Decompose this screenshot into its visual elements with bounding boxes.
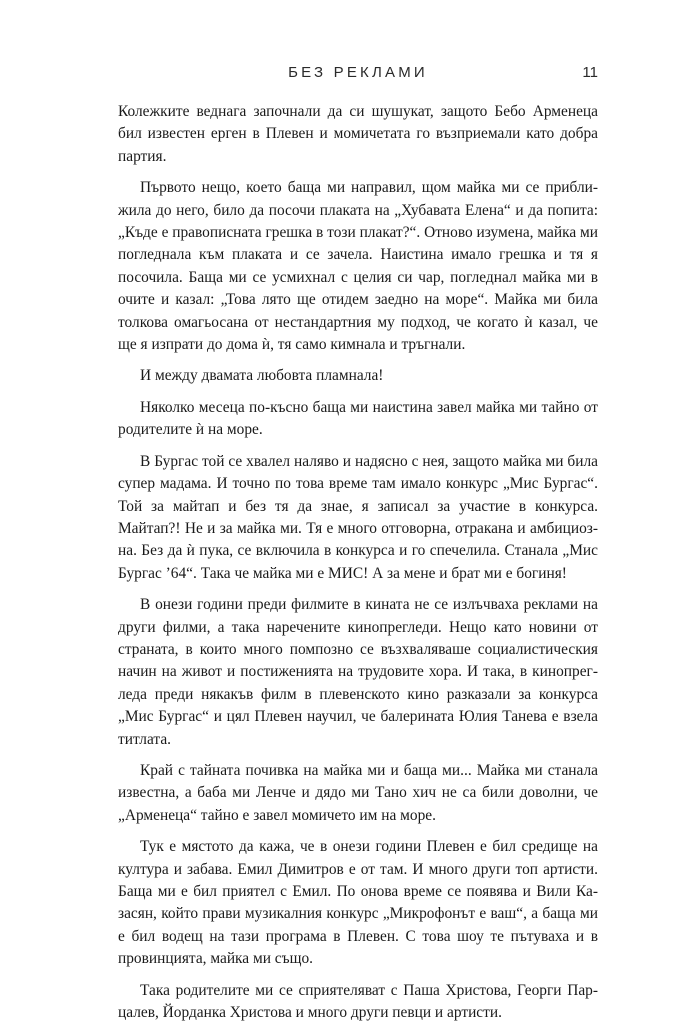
body-text <box>118 101 598 1033</box>
page-header <box>118 60 598 88</box>
paragraph: Тук е мястото да кажа, че в онези години Плевен е бил средище на култура и забава. Емил Димитров е от там. И много други топ артисти. Баща ми е бил приятел с Емил. По онова време се появява и Вили Казасян, който прави музикалния конкурс „Микрофонът е ваш“, а баща ми е бил водещ на тази програма в Плевен. С това шоу те пътуваха и в провинцията, майка ми също. <box>118 838 598 968</box>
paragraph: Край с тайната почивка на майка ми и баща ми... Майка ми станала известна, а баба ми Ленче и дядо ми Тано хич не са били доволни, че „Арменеца“ тайно е завел момичето им на море. <box>118 761 598 824</box>
paragraph: В Бургас той се хвалел наляво и надясно с нея, защото майка ми била супер мадама. И точно по това време там имало конкурс „Мис Бургас“. Той за майтап и без тя да знае, я записал за участие в конкурса. Майтап?! Не и за майка ми. Тя е много отговорна, отракана и амбициозна. Без да ѝ пука, се включила в конкурса и го спечелила. Станала „Мис Бургас ’64“. Така че майка ми е МИС! А за мене и брат ми е богиня! <box>118 452 598 582</box>
paragraph: В онези години преди филмите в кината не се излъчваха реклами на други филми, а така наречените кинопрегледи. Нещо като новини от страната, в които много помпозно се възхваляваше социалистическия начин на живот и постиженията на трудовите хора. И така, в кинопрегледа преди някакъв филм в плевенското кино разказали за конкурса „Мис Бургас“ и цял Плевен научил, че балерината Юлия Танева е взела титлата. <box>118 596 598 748</box>
paragraph: И между двамата любовта пламнала! <box>140 367 384 385</box>
paragraph: Няколко месеца по-късно баща ми наистина завел майка ми тайно от родителите ѝ на море. <box>118 398 598 439</box>
paragraph: Първото нещо, което баща ми направил, щом майка ми се приближила до него, било да посочи плаката на „Хубавата Елена“ и да попита: „Къде е правописната грешка в този плакат?“. Отново изумена, майка ми погледнала към плаката и се зачела. Наистина имало грешка и тя я посочила. Баща ми се усмихнал с целия си чар, погледнал майка ми в очите и казал: „Това лято ще отидем заедно на море“. Майка ми била толкова омагьосана от нестандартния му подход, че когато ѝ казал, че ще я изпрати до дома ѝ, тя само кимнала и тръгнали. <box>118 179 598 354</box>
paragraph: Така родителите ми се сприятеляват с Паша Христова, Георги Парцалев, Йорданка Христова и много други певци и артисти. <box>118 981 598 1022</box>
running-title: БЕЗ РЕКЛАМИ <box>288 64 428 81</box>
paragraph: Колежките веднага започнали да си шушукат, защото Бебо Арменеца бил известен ерген в Плевен и момичетата го възприемали като добра партия. <box>118 103 598 165</box>
page-number: 11 <box>582 64 598 81</box>
